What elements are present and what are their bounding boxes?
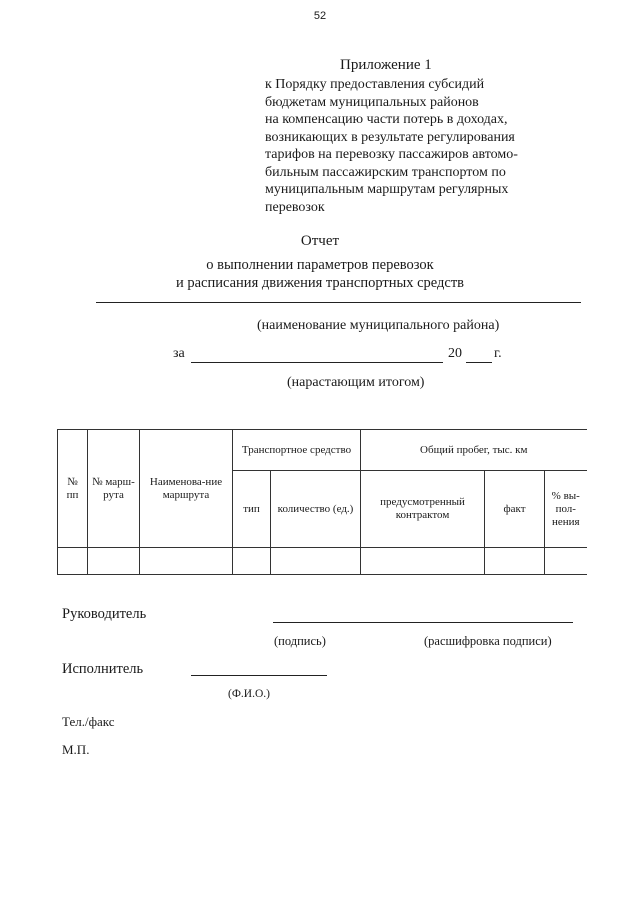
- period-prefix: за: [173, 346, 185, 361]
- header-mileage-group: Общий пробег, тыс. км: [361, 430, 587, 471]
- fio-caption: (Ф.И.О.): [228, 688, 270, 700]
- phone-label: Тел./факс: [62, 714, 115, 729]
- appendix-line: тарифов на перевозку пассажиров автомо-: [265, 147, 518, 162]
- header-type: тип: [233, 471, 271, 548]
- report-subtitle: [0, 257, 640, 292]
- cumulative-note: (нарастающим итогом): [287, 375, 425, 390]
- head-label: Руководитель: [62, 606, 147, 622]
- header-contract: предусмотренный контрактом: [361, 471, 485, 548]
- table-cell[interactable]: [545, 548, 587, 575]
- page-number: 52: [313, 10, 327, 22]
- header-quantity: количество (ед.): [271, 471, 361, 548]
- period-suffix: г.: [494, 346, 502, 361]
- table-cell[interactable]: [233, 548, 271, 575]
- stamp-label: М.П.: [62, 742, 90, 757]
- appendix-line: бюджетам муниципальных районов: [265, 94, 479, 110]
- executor-label: Исполнитель: [62, 661, 144, 677]
- head-signature-line[interactable]: [273, 622, 573, 623]
- appendix-line: возникающих в результате регулирования: [265, 129, 515, 145]
- table-cell[interactable]: [361, 548, 485, 575]
- header-route-number: № марш-рута: [88, 430, 140, 548]
- appendix-line: бильным пассажирским транспортом по: [265, 164, 506, 180]
- table-cell[interactable]: [140, 548, 233, 575]
- header-vehicle-group: Транспортное средство: [233, 430, 361, 471]
- appendix-line: перевозок: [265, 199, 325, 215]
- header-number: № пп: [58, 430, 88, 548]
- appendix-line: на компенсацию части потерь в доходах,: [265, 112, 508, 127]
- executor-name-line[interactable]: [191, 675, 327, 676]
- header-route-name: Наименова-ние маршрута: [140, 430, 233, 548]
- report-subtitle-line: и расписания движения транспортных средств: [175, 274, 465, 291]
- district-caption: (наименование муниципального района): [257, 318, 500, 333]
- table-row: [58, 548, 587, 575]
- report-subtitle-line: о выполнении параметров перевозок: [206, 257, 434, 273]
- report-table: [57, 429, 587, 575]
- header-fact: факт: [485, 471, 545, 548]
- appendix-title: Приложение 1: [340, 57, 432, 73]
- table-cell[interactable]: [485, 548, 545, 575]
- table-cell[interactable]: [58, 548, 88, 575]
- district-name-line[interactable]: [96, 302, 581, 303]
- signature-caption: (подпись): [274, 634, 326, 648]
- year-blank-line[interactable]: [466, 362, 492, 363]
- period-year: 20: [448, 346, 462, 361]
- decoding-caption: (расшифровка подписи): [424, 634, 552, 648]
- appendix-line: к Порядку предоставления субсидий: [265, 77, 485, 92]
- table-cell[interactable]: [88, 548, 140, 575]
- header-percent: % вы-пол-нения: [545, 471, 587, 548]
- table-cell[interactable]: [271, 548, 361, 575]
- report-title: Отчет: [300, 233, 340, 249]
- period-blank-line[interactable]: [191, 362, 443, 363]
- appendix-line: муниципальным маршрутам регулярных: [265, 182, 509, 197]
- appendix-description: [265, 76, 518, 216]
